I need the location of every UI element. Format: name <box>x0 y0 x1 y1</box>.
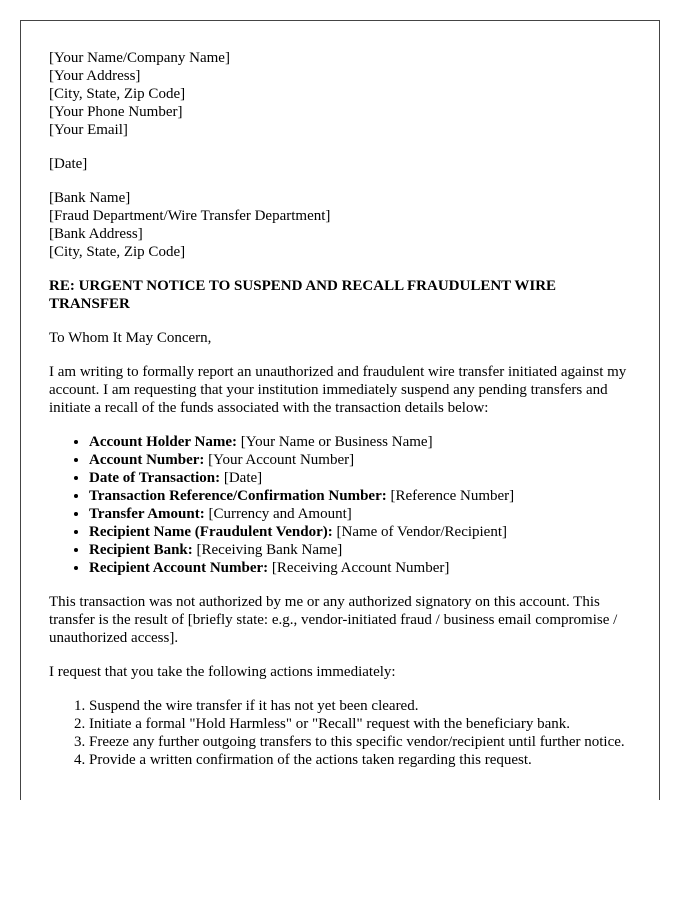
letter-content <box>49 49 639 769</box>
detail-label: Transfer Amount: <box>89 506 205 522</box>
detail-value: [Your Name or Business Name] <box>237 434 433 450</box>
detail-value: [Receiving Account Number] <box>268 560 450 576</box>
recipient-bank-address: [Bank Address] <box>49 226 143 242</box>
detail-value: [Receiving Bank Name] <box>192 542 343 558</box>
list-item: 3. Freeze any further outgoing transfers to this specific vendor/recipient until further notice. <box>89 733 639 751</box>
recipient-bank-name: [Bank Name] <box>49 190 131 206</box>
list-item: 1. Suspend the wire transfer if it has not yet been cleared. <box>89 697 639 715</box>
list-item: 2. Initiate a formal "Hold Harmless" or "Recall" request with the beneficiary bank. <box>89 715 639 733</box>
detail-value: [Your Account Number] <box>204 452 355 468</box>
detail-value: [Name of Vendor/Recipient] <box>332 524 508 540</box>
detail-label: Account Number: <box>89 452 205 468</box>
actions-intro: I request that you take the following actions immediately: <box>49 664 396 680</box>
list-item <box>89 505 639 523</box>
detail-label: Recipient Account Number: <box>89 560 269 576</box>
detail-value: [Date] <box>220 470 263 486</box>
detail-value: [Currency and Amount] <box>204 506 352 522</box>
sender-email: [Your Email] <box>49 122 128 138</box>
subject-line: RE: URGENT NOTICE TO SUSPEND AND RECALL FRAUDULENT WIRE TRANSFER <box>49 278 557 312</box>
sender-address: [Your Address] <box>49 68 141 84</box>
date-block <box>49 155 639 173</box>
recipient-city-state-zip: [City, State, Zip Code] <box>49 244 186 260</box>
sender-phone: [Your Phone Number] <box>49 104 183 120</box>
list-item <box>89 433 639 451</box>
actions-list <box>49 697 639 769</box>
sender-block <box>49 49 639 139</box>
list-item <box>89 559 639 577</box>
letter-page <box>20 20 660 800</box>
detail-label: Date of Transaction: <box>89 470 221 486</box>
transaction-details-list <box>49 433 639 577</box>
list-item: 4. Provide a written confirmation of the actions taken regarding this request. <box>89 751 639 769</box>
sender-city-state-zip: [City, State, Zip Code] <box>49 86 186 102</box>
list-item <box>89 523 639 541</box>
detail-label: Recipient Name (Fraudulent Vendor): <box>89 524 333 540</box>
detail-value: [Reference Number] <box>386 488 515 504</box>
recipient-block <box>49 189 639 261</box>
list-item <box>89 451 639 469</box>
recipient-department: [Fraud Department/Wire Transfer Department] <box>49 208 331 224</box>
detail-label: Transaction Reference/Confirmation Number: <box>89 488 387 504</box>
detail-label: Account Holder Name: <box>89 434 238 450</box>
intro-paragraph: I am writing to formally report an unauthorized and fraudulent wire transfer initiated against my account. I am requesting that your institution immediately suspend any pending transfers and initiate a recall of the funds associated with the transaction details below: <box>49 364 627 416</box>
detail-label: Recipient Bank: <box>89 542 193 558</box>
letter-date: [Date] <box>49 156 88 172</box>
list-item <box>89 487 639 505</box>
authorization-paragraph: This transaction was not authorized by me or any authorized signatory on this account. This transfer is the result of [briefly state: e.g., vendor-initiated fraud / business email compromise / unauthorized access]. <box>49 594 618 646</box>
sender-name: [Your Name/Company Name] <box>49 50 230 66</box>
list-item <box>89 469 639 487</box>
salutation: To Whom It May Concern, <box>49 330 212 346</box>
list-item <box>89 541 639 559</box>
